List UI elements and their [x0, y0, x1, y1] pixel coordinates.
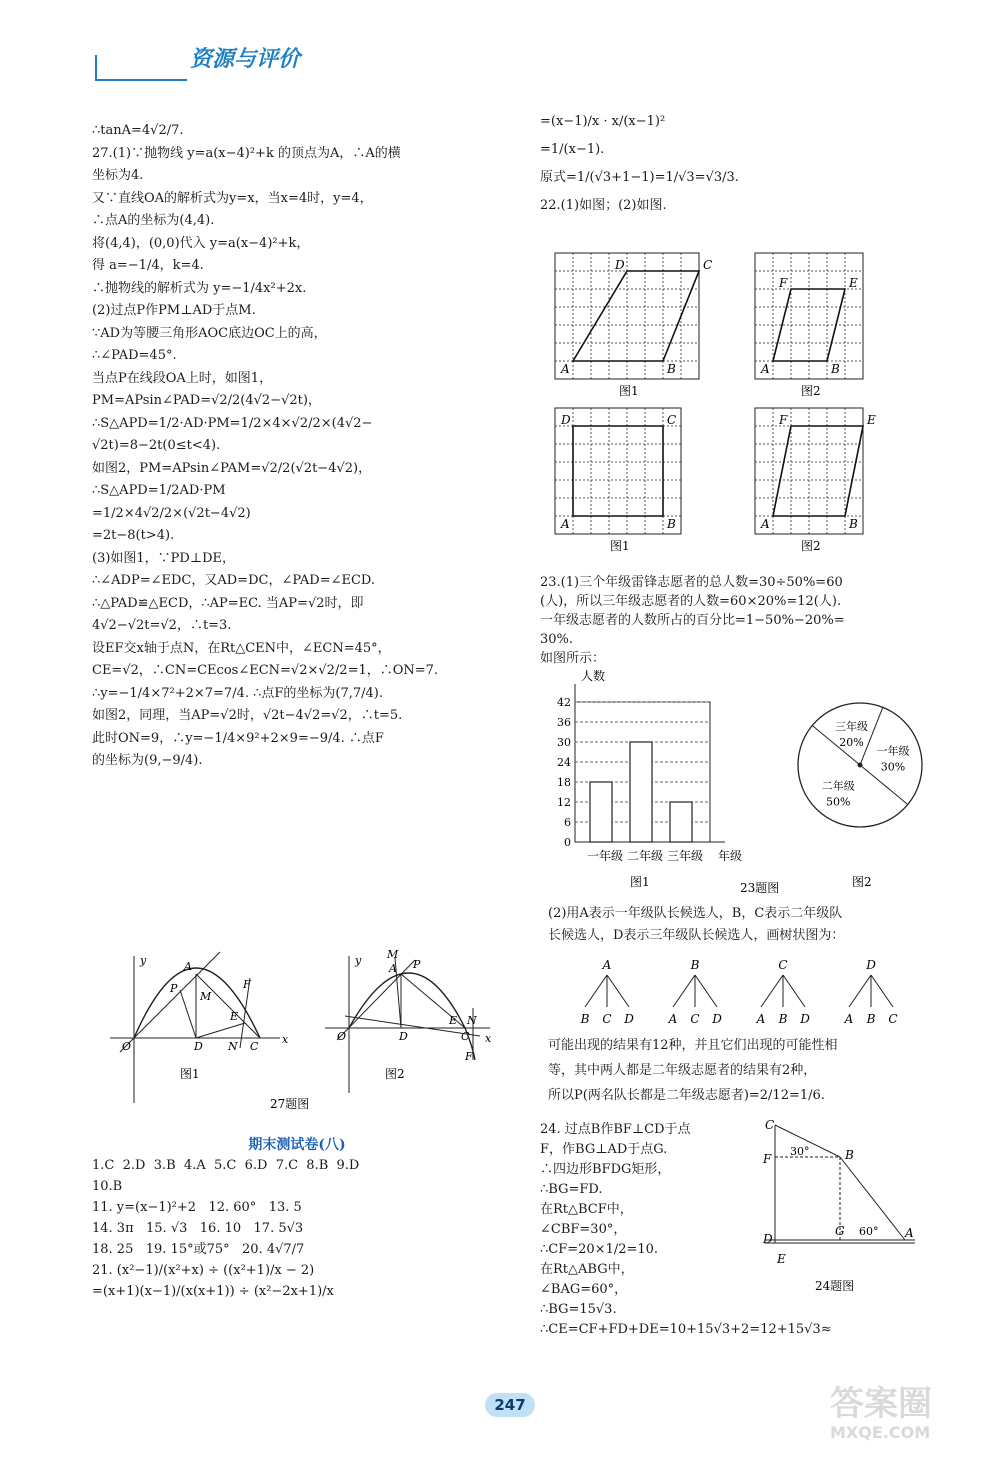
text-line: =1/2×4√2/2×(√2t−4√2): [92, 505, 251, 521]
fig22-panel: [755, 408, 876, 553]
x-tick-label: 二年级: [626, 849, 664, 863]
text-line: ∴BG=FD.: [540, 1182, 603, 1197]
text-line: 可能出现的结果有12种，并且它们出现的可能性相: [548, 1038, 838, 1053]
exam-title: 期末测试卷(八): [248, 1137, 346, 1153]
text-line: 坐标为4.: [92, 168, 144, 183]
text-line: 当点P在线段OA上时，如图1，: [92, 370, 273, 386]
fig27-2-label: N: [467, 1014, 477, 1027]
fig22-label: B: [667, 517, 676, 531]
text-line: 24. 过点B作BF⊥CD于点: [540, 1122, 691, 1137]
text-line: ∴△PAD≌△ECD，∴AP=EC. 当AP=√2时，即: [92, 595, 364, 611]
fig27-1-label: O: [122, 1040, 132, 1053]
y-tick-label: 18: [557, 776, 571, 789]
pie-label: 二年级: [821, 779, 855, 793]
text-line: 如图2，同理，当AP=√2时，√2t−4√2=√2，∴t=5.: [92, 708, 403, 723]
fig27-1-label: A: [184, 960, 192, 973]
q23-text: [540, 573, 960, 668]
tree-root: C: [778, 958, 788, 972]
fig22-label: C: [703, 258, 713, 272]
fig27-2-label: O: [337, 1030, 347, 1043]
tree-leaf: A: [668, 1012, 678, 1026]
fig27-1-label: C: [250, 1040, 259, 1053]
x-axis-label: 年级: [718, 849, 743, 863]
text-line: ∴y=−1/4×7²+2×7=7/4. ∴点F的坐标为(7,7/4).: [92, 685, 383, 701]
fig22-label: C: [667, 413, 677, 427]
text-line: (2)用A表示一年级队长候选人，B，C表示二年级队: [548, 906, 843, 921]
fig27-2-label: x: [485, 1032, 492, 1045]
fig22-label: F: [779, 413, 788, 427]
fig22-label: E: [867, 413, 876, 427]
grid-border: [555, 408, 681, 534]
pie-value-label: 30%: [880, 760, 906, 774]
text-line: PM=APsin∠PAD=√2/2(4√2−√2t)，: [92, 393, 321, 408]
text-line: ∴BG=15√3.: [540, 1302, 617, 1317]
figure-24: [755, 1115, 935, 1295]
text-line: √2t)=8−2t(0≤t<4).: [92, 438, 221, 453]
fig24-label: 60°: [859, 1225, 879, 1238]
y-tick-label: 36: [557, 716, 571, 729]
fig24-label: D: [763, 1232, 773, 1246]
tree-leaf: D: [712, 1012, 722, 1026]
fig27-1-label: D: [194, 1040, 203, 1053]
fig22-label: B: [849, 517, 858, 531]
fig22-caption: 图1: [610, 539, 630, 553]
text-line: ∴∠PAD=45°.: [92, 348, 177, 363]
chart-caption: 图1: [630, 875, 650, 889]
header-title: 资源与评价: [190, 47, 301, 72]
exam-section: [92, 1135, 502, 1302]
text-line: ∴∠ADP=∠EDC，又AD=DC，∠PAD=∠ECD.: [92, 573, 376, 588]
fig22-caption: 图2: [801, 539, 821, 553]
fig24-label: A: [905, 1226, 914, 1240]
header-decoration: [95, 55, 187, 81]
fig27-1-label: P: [170, 982, 178, 995]
text-line: 的坐标为(9,−9/4).: [92, 753, 203, 768]
text-line: 在Rt△BCF中，: [540, 1202, 633, 1217]
fig27-1-label: x: [282, 1033, 289, 1046]
page-number: 247: [485, 1393, 535, 1417]
text-line: F，作BG⊥AD于点G.: [540, 1142, 668, 1157]
text-line: 一年级志愿者的人数所占的百分比=1−50%−20%=: [540, 613, 845, 628]
text-line: (人)，所以三年级志愿者的人数=60×20%=12(人).: [540, 594, 842, 609]
fig27-caption2: 图2: [385, 1067, 405, 1081]
y-tick-label: 42: [557, 696, 571, 709]
parallelogram: [573, 271, 699, 361]
text-line: 22.(1)如图；(2)如图.: [540, 198, 667, 213]
bar: [590, 782, 612, 842]
fig27-1: [110, 952, 289, 1103]
tree-leaf: D: [800, 1012, 810, 1026]
fig27-1-label: F: [243, 978, 251, 991]
fig22-label: F: [779, 276, 788, 290]
text-line: 又∵直线OA的解析式为y=x，当x=4时，y=4，: [92, 190, 373, 206]
tree-root: A: [602, 958, 612, 972]
x-tick-label: 三年级: [666, 849, 704, 863]
bar: [670, 802, 692, 842]
text-line: (3)如图1，∵PD⊥DE，: [92, 550, 235, 566]
watermark-domain: MXQE.COM: [830, 1423, 931, 1442]
fig27-2-label: A: [389, 962, 397, 975]
tree-branch: [783, 975, 805, 1007]
fig22-label: B: [831, 362, 840, 376]
fig23-title: 23题图: [740, 881, 780, 895]
tree-root: B: [690, 958, 700, 972]
fig27-2-label: M: [387, 948, 399, 961]
fig27-title: 27题图: [270, 1097, 310, 1111]
y-tick-label: 6: [564, 816, 571, 829]
text-line: ∴抛物线的解析式为 y=−1/4x²+2x.: [92, 280, 307, 296]
x-tick-label: 一年级: [586, 849, 624, 863]
text-line: (2)过点P作PM⊥AD于点M.: [92, 303, 256, 318]
tree-branch: [673, 975, 695, 1007]
text-line: 11. y=(x−1)²+2 12. 60° 13. 5: [92, 1200, 302, 1215]
text-line: 设EF交x轴于点N，在Rt△CEN中，∠ECN=45°，: [92, 640, 391, 656]
text-line: 14. 3π 15. √3 16. 10 17. 5√3: [92, 1221, 304, 1236]
text-line: 原式=1/(√3+1−1)=1/√3=√3/3.: [540, 170, 739, 185]
tree-leaf: B: [778, 1012, 788, 1026]
tree-leaf: A: [844, 1012, 854, 1026]
fig27-2-label: E: [449, 1014, 458, 1027]
text-line: 4√2−√2t=√2，∴t=3.: [92, 618, 232, 633]
fig22-label: A: [561, 362, 570, 376]
fig27-1-label: N: [228, 1040, 238, 1053]
fig27-2-label: F: [465, 1050, 473, 1063]
q23-part2: [548, 903, 968, 947]
y-axis-label: 人数: [581, 670, 606, 683]
tree-leaf: A: [756, 1012, 766, 1026]
parallelogram: [773, 426, 863, 516]
y-tick-label: 0: [564, 836, 571, 849]
fig22-label: D: [615, 258, 625, 272]
tree-branch: [585, 975, 607, 1007]
parallelogram: [573, 426, 663, 516]
fig22-panel: [555, 408, 681, 553]
text-line: 此时ON=9，∴y=−1/4×9²+2×9=−9/4. ∴点F: [92, 730, 384, 746]
pie-caption: 图2: [852, 875, 872, 889]
text-line: 30%.: [540, 632, 574, 647]
text-line: 在Rt△ABG中，: [540, 1262, 634, 1277]
fig24-label: B: [845, 1148, 854, 1162]
y-tick-label: 24: [557, 756, 571, 769]
fig22-label: B: [667, 362, 676, 376]
y-tick-label: 30: [557, 736, 571, 749]
tree-branch: [607, 975, 629, 1007]
exam-answers: [92, 1155, 502, 1302]
fig27-1-label: E: [230, 1010, 239, 1023]
text-line: 等，其中两人都是二年级志愿者的结果有2种，: [548, 1063, 817, 1078]
text-line: ∴CF=20×1/2=10.: [540, 1242, 659, 1257]
watermark-brand: 答案圈: [830, 1384, 932, 1424]
fig27-2-label: y: [355, 954, 362, 967]
tree-leaf: D: [624, 1012, 634, 1026]
right-column: [540, 108, 960, 220]
tree-leaf: B: [580, 1012, 590, 1026]
text-line: 得 a=−1/4，k=4.: [92, 258, 204, 273]
fig22-panel: [755, 253, 863, 398]
fig24-label: G: [835, 1224, 845, 1238]
fig22-caption: 图2: [801, 384, 821, 398]
tree-leaf: C: [888, 1012, 898, 1026]
tree-branch: [761, 975, 783, 1007]
text-line: 1.C 2.D 3.B 4.A 5.C 6.D 7.C 8.B 9.D: [92, 1158, 360, 1173]
fig22-panel: [555, 253, 712, 398]
text-line: ∵AD为等腰三角形AOC底边OC上的高，: [92, 325, 327, 341]
tree-leaf: C: [602, 1012, 612, 1026]
tree-branch: [695, 975, 717, 1007]
pie-value-label: 50%: [826, 795, 851, 809]
text-line: ∴S△APD=1/2AD·PM: [92, 483, 226, 498]
fig27-caption1: 图1: [180, 1067, 200, 1081]
text-line: ∴S△APD=1/2·AD·PM=1/2×4×√2/2×(4√2−: [92, 415, 373, 431]
pie-center: [858, 763, 863, 768]
text-line: 如图所示：: [540, 651, 606, 666]
fig27-2-label: C: [461, 1030, 470, 1043]
fig24-label: C: [765, 1118, 775, 1132]
fig22-label: A: [761, 517, 770, 531]
text-line: 长候选人，D表示三年级队长候选人，画树状图为：: [548, 928, 845, 943]
tree-leaf: B: [866, 1012, 876, 1026]
fig24-label: E: [777, 1252, 786, 1266]
fig22-label: D: [561, 413, 571, 427]
text-line: 18. 25 19. 15°或75° 20. 4√7/7: [92, 1242, 305, 1257]
bar: [630, 742, 652, 842]
tree-branch: [849, 975, 871, 1007]
text-line: ∠BAG=60°，: [540, 1282, 628, 1297]
grid-border: [755, 408, 863, 534]
figure-27: [100, 948, 500, 1118]
text-line: ∴四边形BFDG矩形，: [540, 1162, 671, 1177]
text-line: 21. (x²−1)/(x²+x) ÷ ((x²+1)/x − 2): [92, 1263, 315, 1278]
fig22-label: E: [849, 276, 858, 290]
text-line: 27.(1)∵抛物线 y=a(x−4)²+k 的顶点为A，∴A的横: [92, 145, 401, 161]
tree-leaf: C: [690, 1012, 700, 1026]
figure-22: [550, 248, 930, 563]
text-line: ∴点A的坐标为(4,4).: [92, 213, 215, 228]
fig27-2: [325, 948, 492, 1093]
text-line: =2t−8(t>4).: [92, 528, 175, 543]
text-line: 如图2，PM=APsin∠PAM=√2/2(√2t−4√2)，: [92, 460, 372, 476]
pie-value-label: 20%: [839, 735, 864, 749]
chart-23: [540, 670, 950, 900]
fig22-label: A: [761, 362, 770, 376]
fig22-label: A: [561, 517, 570, 531]
text-line: 将(4,4)，(0,0)代入 y=a(x−4)²+k，: [92, 235, 310, 251]
fig24-label: 30°: [790, 1145, 810, 1158]
fig27-1-label: y: [140, 954, 147, 967]
pie-label: 三年级: [835, 719, 869, 733]
text-line: =1/(x−1).: [540, 142, 605, 157]
tree-root: D: [866, 958, 876, 972]
tree-branch: [871, 975, 893, 1007]
fig27-2-label: D: [399, 1030, 408, 1043]
text-line: ∴CE=CF+FD+DE=10+15√3+2=12+15√3≈: [540, 1322, 832, 1337]
text-line: CE=√2，∴CN=CEcos∠ECN=√2×√2/2=1，∴ON=7.: [92, 663, 439, 678]
tree-diagram: [565, 955, 925, 1030]
fig27-2-label: P: [413, 958, 421, 971]
text-line: =(x−1)/x · x/(x−1)²: [540, 114, 666, 129]
watermark: [830, 1385, 980, 1449]
text-line: =(x+1)(x−1)/(x(x+1)) ÷ (x²−2x+1)/x: [92, 1284, 334, 1299]
text-line: 23.(1)三个年级雷锋志愿者的总人数=30÷50%=60: [540, 575, 843, 590]
q23-conclusion: [548, 1033, 968, 1108]
grid-border: [755, 253, 863, 379]
text-line: 所以P(两名队长都是二年级志愿者)=2/12=1/6.: [548, 1088, 825, 1103]
fig24-title: 24题图: [815, 1279, 855, 1293]
fig24-label: F: [763, 1152, 772, 1166]
text-line: ∠CBF=30°，: [540, 1222, 627, 1237]
pie-label: 一年级: [876, 744, 910, 758]
fig27-1-label: M: [200, 990, 212, 1003]
left-column: [92, 120, 502, 773]
fig22-caption: 图1: [619, 384, 639, 398]
text-line: 10.B: [92, 1179, 123, 1194]
y-tick-label: 12: [557, 796, 571, 809]
text-line: ∴tanA=4√2/7.: [92, 123, 184, 138]
